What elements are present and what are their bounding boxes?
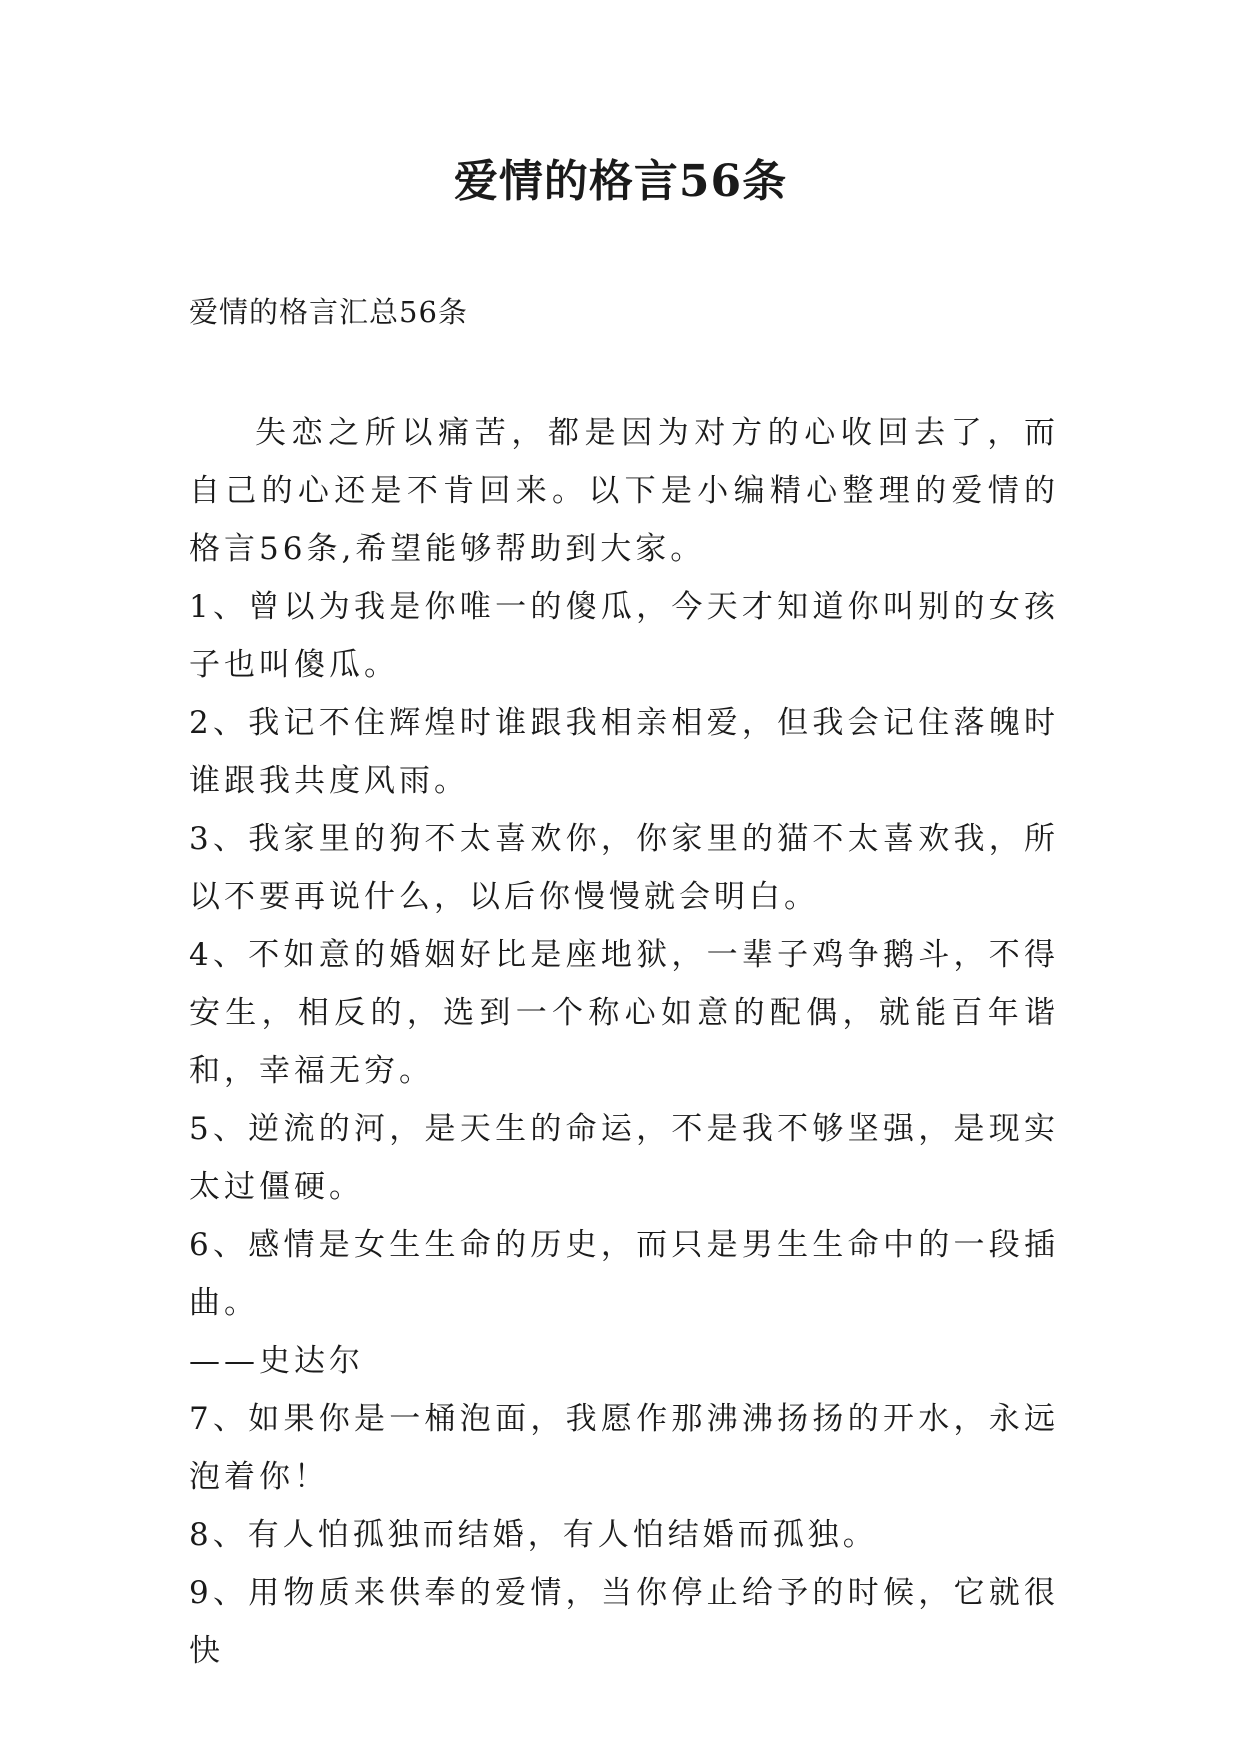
intro-paragraph: 失恋之所以痛苦，都是因为对方的心收回去了，而自己的心还是不肯回来。以下是小编精心整理的爱情的格言56条,希望能够帮助到大家。: [189, 415, 1059, 567]
quote-item-7: 7、如果你是一桶泡面，我愿作那沸沸扬扬的开水，永远泡着你！: [189, 1401, 1059, 1495]
quote-item-9: 9、用物质来供奉的爱情，当你停止给予的时候，它就很快: [189, 1575, 1059, 1669]
document-subtitle: 爱情的格言汇总56条: [189, 295, 468, 329]
quote-item-2: 2、我记不住辉煌时谁跟我相亲相爱，但我会记住落魄时谁跟我共度风雨。: [189, 705, 1059, 799]
quote-item-6-attribution: ——史达尔: [189, 1343, 364, 1379]
quote-item-4: 4、不如意的婚姻好比是座地狱，一辈子鸡争鹅斗，不得安生，相反的，选到一个称心如意的配偶，就能百年谐和，幸福无穷。: [189, 937, 1059, 1089]
quote-item-3: 3、我家里的狗不太喜欢你，你家里的猫不太喜欢我，所以不要再说什么，以后你慢慢就会明白。: [189, 821, 1059, 915]
quote-item-5: 5、逆流的河，是天生的命运，不是我不够坚强，是现实太过僵硬。: [189, 1111, 1059, 1205]
quote-item-6: 6、感情是女生生命的历史，而只是男生生命中的一段插曲。: [189, 1227, 1059, 1321]
document-body: [189, 404, 1059, 1680]
document-title: 爱情的格言56条: [453, 156, 788, 207]
quote-item-1: 1、曾以为我是你唯一的傻瓜，今天才知道你叫别的女孩子也叫傻瓜。: [189, 589, 1059, 683]
quote-item-8: 8、有人怕孤独而结婚，有人怕结婚而孤独。: [189, 1517, 878, 1553]
